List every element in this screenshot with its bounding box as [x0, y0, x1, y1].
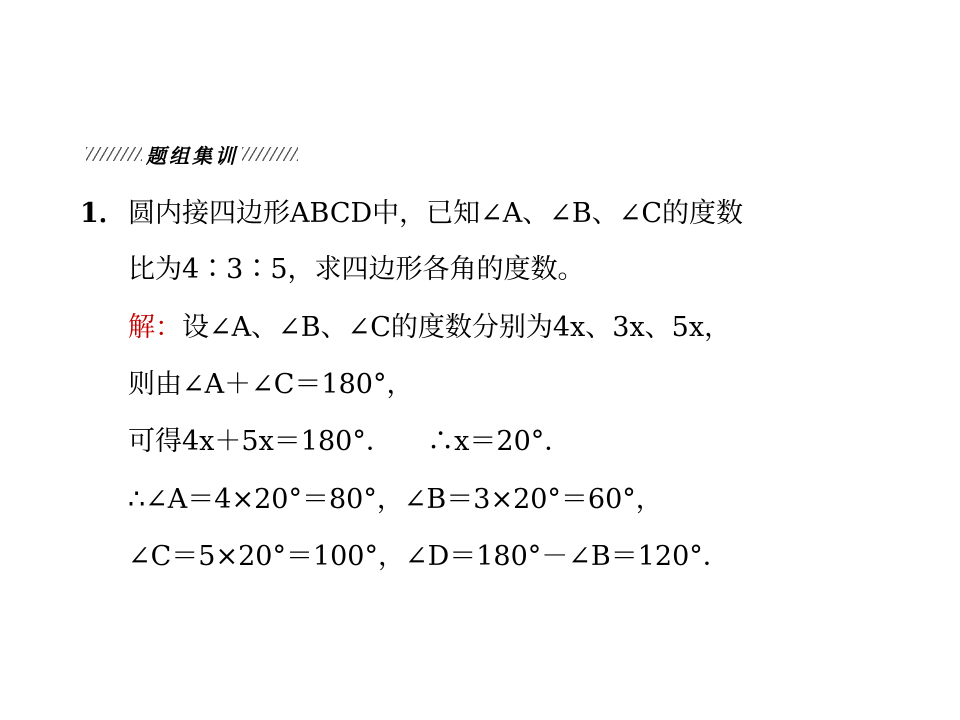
solution-label: 解： [128, 312, 182, 343]
hatch-decoration-left [86, 147, 142, 161]
problem-line-2 [128, 253, 585, 287]
solution-text-5: ∠C＝5×20°＝100°，∠D＝180°－∠B＝120°． [128, 541, 730, 572]
solution-line-2 [128, 368, 413, 402]
solution-line-4 [128, 483, 663, 517]
hatch-decoration-right [242, 147, 298, 161]
solution-line-1 [128, 311, 731, 345]
problem-statement-1: 圆内接四边形ABCD中，已知∠A、∠B、∠C的度数 [128, 198, 744, 229]
problem-line-1 [80, 197, 743, 231]
solution-text-1: 设∠A、∠B、∠C的度数分别为4x、3x、5x， [182, 312, 732, 343]
solution-text-4: ∴∠A＝4×20°＝80°，∠B＝3×20°＝60°， [128, 484, 663, 515]
solution-line-5 [128, 540, 730, 574]
solution-text-3: 可得4x＋5x＝180°． ∴x＝20°． [128, 426, 572, 457]
problem-number: 1． [80, 198, 126, 229]
solution-line-3 [128, 425, 571, 459]
solution-text-2: 则由∠A＋∠C＝180°， [128, 369, 414, 400]
section-header [86, 140, 298, 168]
problem-statement-2: 比为4∶3∶5，求四边形各角的度数。 [128, 254, 585, 285]
section-title: 题组集训 [146, 143, 238, 168]
